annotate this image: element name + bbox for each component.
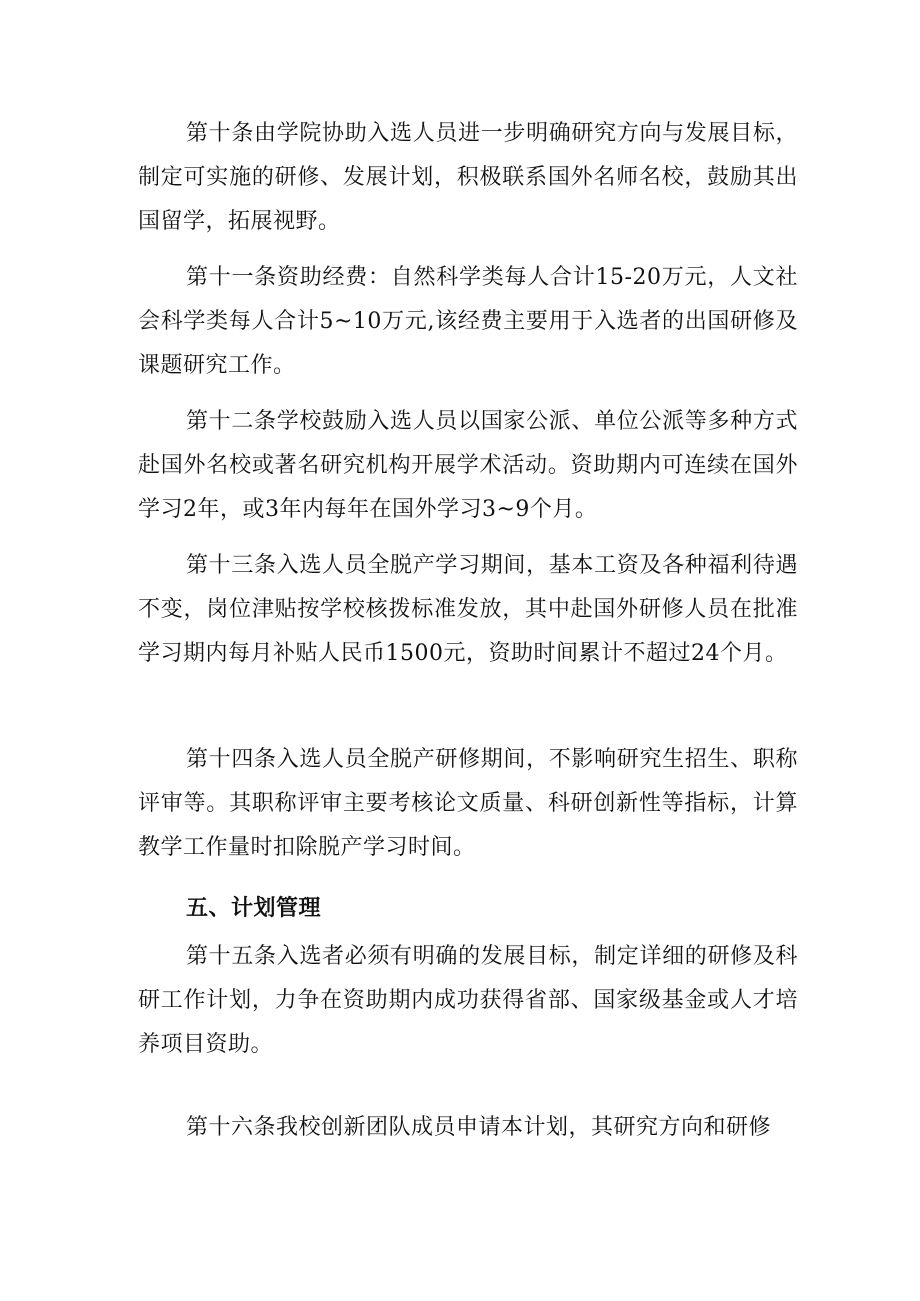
article-13-paragraph: 第十三条入选人员全脱产学习期间，基本工资及各种福利待遇不变，岗位津贴按学校核拨标准发放，其中赴国外研修人员在批准学习期内每月补贴人民币1500元，资助时间累计不超过24个月。: [138, 553, 798, 666]
article-14-paragraph: 第十四条入选人员全脱产研修期间，不影响研究生招生、职称评审等。其职称评审主要考核论文质量、科研创新性等指标，计算教学工作量时扣除脱产学习时间。: [138, 747, 798, 860]
article-15-paragraph: 第十五条入选者必须有明确的发展目标，制定详细的研修及科研工作计划，力争在资助期内成功获得省部、国家级基金或人才培养项目资助。: [138, 944, 798, 1057]
article-12-paragraph: 第十二条学校鼓励入选人员以国家公派、单位公派等多种方式赴国外名校或著名研究机构开展学术活动。资助期内可连续在国外学习2年，或3年内每年在国外学习3~9个月。: [138, 409, 798, 522]
article-10-paragraph: 第十条由学院协助入选人员进一步明确研究方向与发展目标，制定可实施的研修、发展计划，积极联系国外名师名校，鼓励其出国留学，拓展视野。: [138, 121, 798, 234]
article-11-paragraph: 第十一条资助经费：自然科学类每人合计15-20万元，人文社会科学类每人合计5~10万元,该经费主要用于入选者的出国研修及课题研究工作。: [138, 265, 798, 378]
article-16-paragraph: 第十六条我校创新团队成员申请本计划，其研究方向和研修: [186, 1115, 772, 1140]
section-5-heading: 五、计划管理: [186, 896, 322, 921]
